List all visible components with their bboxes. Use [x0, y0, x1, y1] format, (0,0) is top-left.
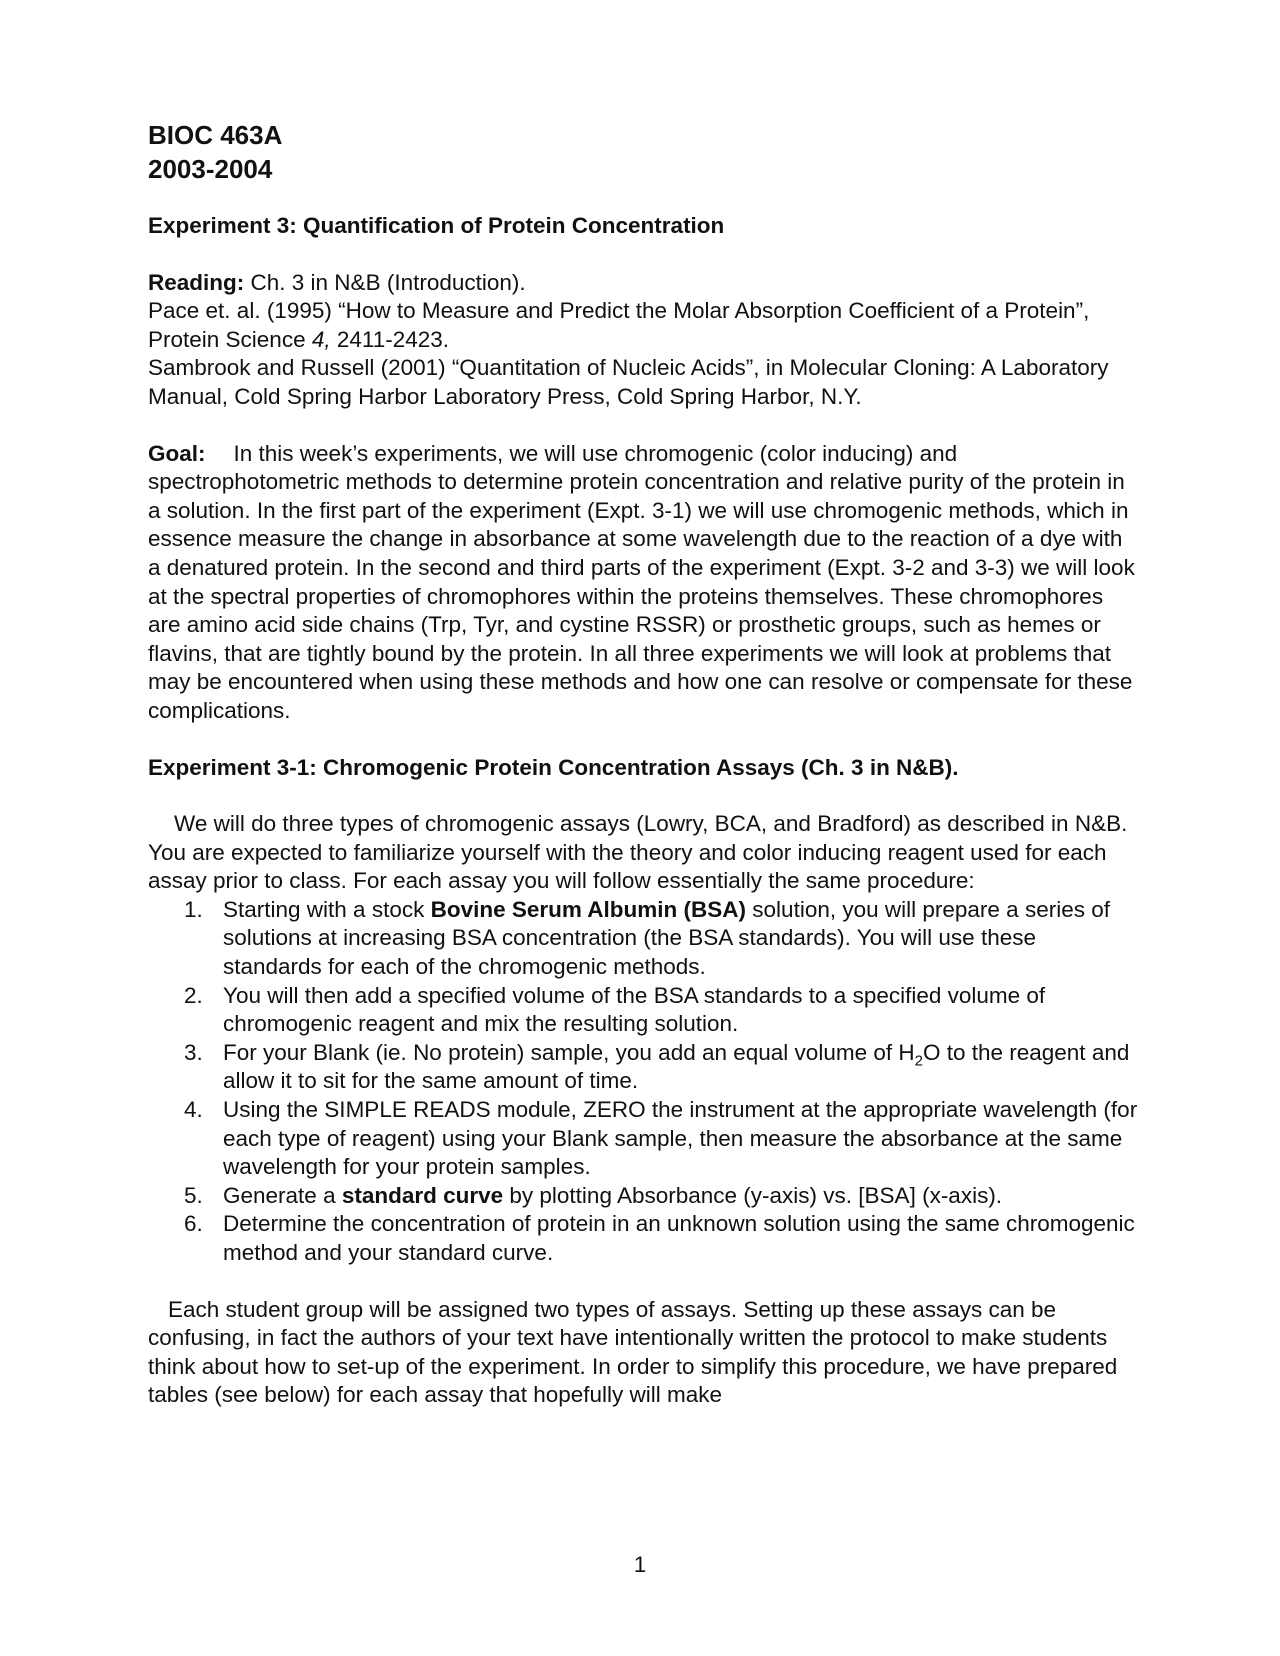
reading-text: Ch. 3 in N&B (Introduction).	[244, 269, 526, 295]
step-number: 1.	[184, 896, 203, 922]
step-number: 5.	[184, 1182, 203, 1208]
experiment-3-1-title: Experiment 3-1: Chromogenic Protein Concentration Assays (Ch. 3 in N&B).	[148, 754, 959, 780]
list-item	[148, 1210, 1138, 1267]
goal-paragraph	[148, 440, 1138, 726]
goal-text: In this week’s experiments, we will use chromogenic (color inducing) and spectrophotometric methods to determine protein concentration and relative purity of the protein in a solution. In the first part of the experiment (Expt. 3-1) we will use chromogenic methods, which in essence measure the change in absorbance at some wavelength due to the reaction of a dye with a denatured protein. In the second and third parts of the experiment (Expt. 3-2 and 3-3) we will look at the spectral properties of chromophores within the proteins themselves. These chromophores are amino acid side chains (Trp, Tyr, and cystine RSSR) or prosthetic groups, such as hemes or flavins, that are tightly bound by the protein. In all three experiments we will look at problems that may be encountered when using these methods and how one can resolve or compensate for these complications.	[148, 440, 1135, 723]
step-text: O to the reagent and allow it to sit for the same amount of time.	[223, 1039, 1130, 1094]
reference-sambrook: Sambrook and Russell (2001) “Quantitation of Nucleic Acids”, in Molecular Cloning: A Laboratory Manual, Cold Spring Harbor Laboratory Press, Cold Spring Harbor, N.Y.	[148, 355, 1109, 409]
step-number: 3.	[184, 1039, 203, 1065]
list-item	[148, 1182, 1138, 1211]
reference-pace-volume: 4,	[311, 326, 331, 352]
reading-label: Reading:	[148, 269, 245, 295]
step-number: 2.	[184, 982, 203, 1008]
step-text: Starting with a stock	[223, 896, 431, 922]
reading-line	[148, 269, 1138, 298]
reference-pace-pages: 2411-2423.	[330, 326, 450, 352]
list-item	[148, 1039, 1138, 1096]
reading-section	[148, 269, 1138, 412]
step-text: Using the SIMPLE READS module, ZERO the instrument at the appropriate wavelength (for each type of reagent) using your Blank sample, then measure the absorbance at the same wavelength for your protein samples.	[223, 1097, 1138, 1180]
reference-pace	[148, 297, 1138, 354]
procedure-list	[148, 896, 1138, 1268]
step-text: You will then add a specified volume of the BSA standards to a specified volume of chromogenic reagent and mix the resulting solution.	[223, 982, 1046, 1037]
step-text: by plotting Absorbance (y-axis) vs. [BSA] (x-axis).	[503, 1182, 1003, 1208]
page-number: 1	[633, 1552, 647, 1577]
academic-year: 2003-2004	[148, 154, 273, 184]
step-number: 6.	[184, 1211, 203, 1237]
experiment-3-title: Experiment 3: Quantification of Protein Concentration	[148, 213, 725, 238]
experiment-3-1-intro: We will do three types of chromogenic assays (Lowry, BCA, and Bradford) as described in N&B. You are expected to familiarize yourself with the theory and color inducing reagent used for each assay prior to class. For each assay you will follow essentially the same procedure:	[148, 811, 1128, 894]
list-item	[148, 896, 1138, 982]
step-number: 4.	[184, 1097, 203, 1123]
step-bold-text: Bovine Serum Albumin (BSA)	[430, 896, 747, 922]
goal-label: Goal:	[148, 440, 206, 466]
step-text: Determine the concentration of protein in an unknown solution using the same chromogenic method and your standard curve.	[223, 1211, 1135, 1265]
course-code: BIOC 463A	[148, 120, 283, 150]
list-item	[148, 1096, 1138, 1182]
step-text: solution, you will prepare a series of solutions at increasing BSA concentration (the BSA standards). You will use these standards for each of the chromogenic methods.	[223, 896, 1110, 980]
closing-paragraph: Each student group will be assigned two types of assays. Setting up these assays can be confusing, in fact the authors of your text have intentionally written the protocol to make students think about how to set-up of the experiment. In order to simplify this procedure, we have prepared tables (see below) for each assay that hopefully will make	[148, 1296, 1118, 1408]
subscript: 2	[914, 1052, 923, 1070]
reference-pace-text: Pace et. al. (1995) “How to Measure and Predict the Molar Absorption Coefficient of a Protein”, Protein Science	[148, 298, 1090, 352]
document-page	[148, 118, 1138, 1410]
step-text: Generate a	[223, 1182, 342, 1208]
step-text: For your Blank (ie. No protein) sample, you add an equal volume of H	[223, 1039, 915, 1065]
step-bold-text: standard curve	[341, 1182, 504, 1208]
list-item	[148, 982, 1138, 1039]
